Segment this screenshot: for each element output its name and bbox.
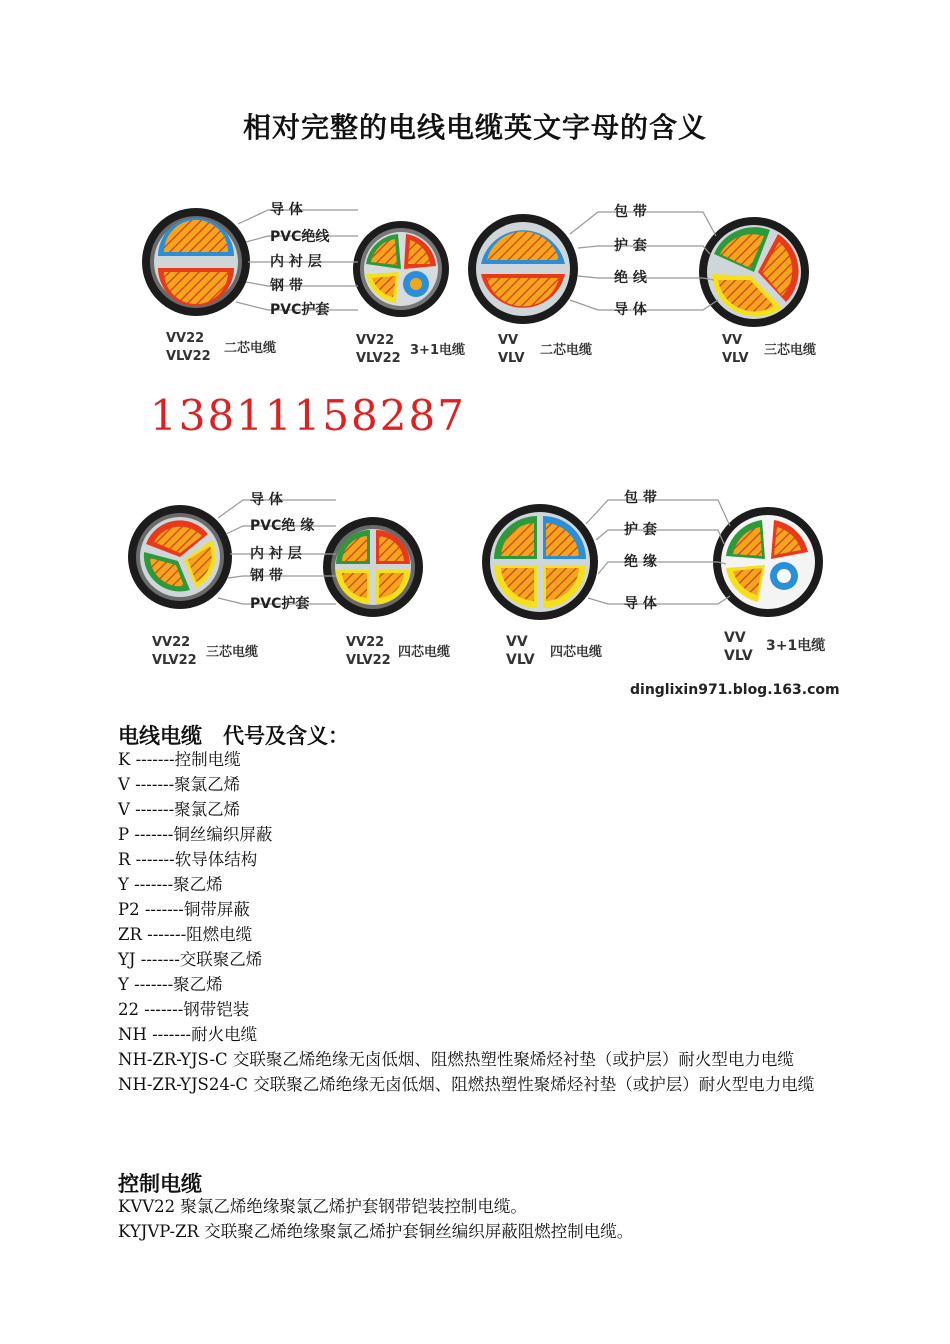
page-title: 相对完整的电线电缆英文字母的含义 (242, 111, 707, 144)
label-pvc-sheath-2: PVC护套 (250, 596, 310, 612)
caption-name: 四芯电缆 (398, 645, 451, 660)
cable-two-core (468, 214, 578, 324)
label-steel-tape: 钢 带 (270, 278, 303, 294)
control-cable-list (118, 1194, 838, 1244)
captions-top (166, 331, 816, 366)
label-conductor-2: 导 体 (614, 302, 647, 318)
caption-code: VLV (722, 351, 749, 366)
text-line: P -------铜丝编织屏蔽 (118, 825, 273, 844)
caption-name: 三芯电缆 (206, 645, 259, 660)
label-conductor-4: 导 体 (624, 596, 657, 612)
text-line: KVV22 聚氯乙烯绝缘聚氯乙烯护套钢带铠装控制电缆。 (118, 1197, 527, 1216)
caption-code: VLV (724, 648, 753, 664)
labels-top-left (269, 201, 330, 318)
leader-lines-top-right (570, 212, 718, 310)
cable-four-core (482, 504, 598, 620)
text-line: 22 -------钢带铠装 (118, 1000, 250, 1019)
caption-code: VV22 (356, 333, 395, 348)
text-line: NH -------耐火电缆 (118, 1025, 258, 1044)
leader-lines-bottom-right (586, 500, 730, 604)
cable-three-core-armored (128, 505, 232, 609)
section-heading-control-cable: 控制电缆 (118, 1172, 202, 1196)
label-inner-liner: 内 衬 层 (270, 254, 322, 270)
label-sheath: 护 套 (614, 238, 647, 254)
text-line: Y -------聚乙烯 (118, 875, 223, 894)
text-line: KYJVP-ZR 交联聚乙烯绝缘聚氯乙烯护套铜丝编织屏蔽阻燃控制电缆。 (118, 1222, 634, 1241)
label-wrapping-tape: 包 带 (614, 204, 647, 220)
text-line: YJ -------交联聚乙烯 (118, 950, 263, 969)
caption-code: VLV22 (356, 351, 401, 366)
caption-code: VLV (506, 652, 535, 668)
caption-code: VV22 (346, 635, 385, 650)
label-steel-tape-2: 钢 带 (250, 568, 283, 584)
label-insulation: 绝 线 (614, 270, 647, 286)
caption-code: VV22 (166, 331, 205, 346)
label-conductor: 导 体 (270, 202, 303, 218)
caption-name: 二芯电缆 (540, 343, 593, 358)
caption-name: 3+1电缆 (410, 343, 465, 358)
text-line: K -------控制电缆 (118, 750, 241, 769)
caption-name: 四芯电缆 (550, 645, 603, 660)
caption-code: VLV (498, 351, 525, 366)
text-line: Y -------聚乙烯 (118, 975, 223, 994)
caption-code: VLV22 (152, 653, 197, 668)
label-conductor-3: 导 体 (250, 492, 283, 508)
label-pvc-sheath: PVC护套 (270, 302, 330, 318)
caption-name: 二芯电缆 (224, 341, 277, 356)
text-line: NH-ZR-YJS-C 交联聚乙烯绝缘无卤低烟、阻燃热塑性聚烯烃衬垫（或护层）耐火型电力电缆 (118, 1050, 794, 1069)
label-sheath-2: 护 套 (624, 522, 657, 538)
cable-diagram (118, 184, 848, 704)
caption-code: VLV22 (346, 653, 391, 668)
text-line: ZR -------阻燃电缆 (118, 925, 253, 944)
cable-cross-section-figure (118, 184, 848, 704)
text-line: V -------聚氯乙烯 (118, 800, 241, 819)
caption-code: VLV22 (166, 349, 211, 364)
section-heading-codes: 电线电缆 代号及含义： (118, 724, 349, 748)
caption-name: 3+1电缆 (766, 638, 826, 654)
cable-four-core-armored (323, 517, 423, 617)
caption-code: VV (498, 333, 519, 348)
caption-name: 三芯电缆 (764, 343, 817, 358)
labels-bottom-right (624, 489, 657, 612)
cable-three-core (699, 217, 809, 327)
cable-two-core-armored (142, 208, 250, 316)
labels-bottom-left (249, 491, 314, 612)
labels-top-right (614, 203, 648, 318)
blog-watermark: dinglixin971.blog.163.com (630, 682, 840, 698)
caption-code: VV (506, 634, 528, 650)
label-inner-liner-2: 内 衬 层 (250, 546, 302, 562)
caption-code: VV22 (152, 635, 191, 650)
text-line: R -------软导体结构 (118, 850, 258, 869)
text-line: P2 -------铜带屏蔽 (118, 900, 250, 919)
text-line: NH-ZR-YJS24-C 交联聚乙烯绝缘无卤低烟、阻燃热塑性聚烯烃衬垫（或护层）耐火型电力电缆 (118, 1075, 815, 1094)
cable-3plus1-armored (353, 221, 449, 317)
label-insulation-2: 绝 缘 (624, 554, 657, 570)
caption-code: VV (724, 630, 746, 646)
label-wrapping-tape-2: 包 带 (624, 490, 657, 506)
code-meaning-list (118, 747, 838, 1097)
caption-code: VV (722, 333, 743, 348)
label-pvc-insulation-2: PVC绝 缘 (250, 518, 315, 534)
text-line: V -------聚氯乙烯 (118, 775, 241, 794)
label-pvc-insulation: PVC绝线 (270, 229, 330, 245)
phone-number: 13811158287 (150, 391, 466, 440)
captions-bottom (152, 630, 825, 668)
